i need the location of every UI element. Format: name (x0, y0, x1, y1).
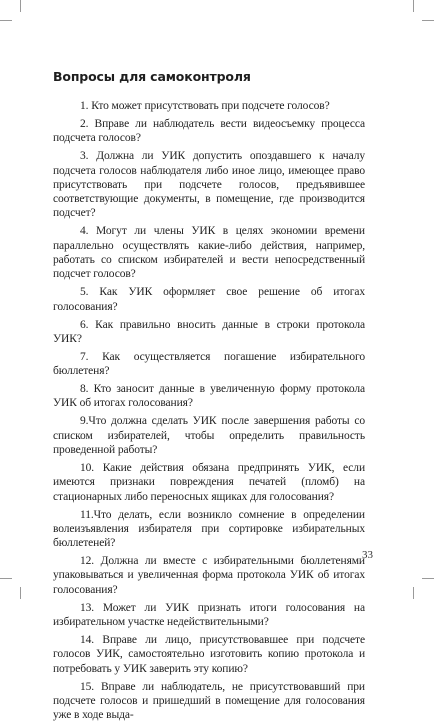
question-item: 8. Кто заносит данные в увеличенную форму протокола УИК об итогах голосования? (53, 383, 365, 410)
question-item: 6. Как правильно вносить данные в строки протокола УИК? (53, 318, 365, 345)
question-item: 15. Вправе ли наблюдатель, не присутствовавший при подсчете голосов и пришедший в помещение для голосования уже в ходе выда- (53, 680, 365, 722)
question-item: 12. Должна ли вместе с избирательными бюллетенями упаковываться и увеличенная форма протокола УИК об итогах голосования? (53, 555, 365, 596)
crop-mark (422, 20, 434, 21)
question-item: 7. Как осуществляется погашение избирательного бюллетеня? (53, 350, 365, 378)
question-item: 5. Как УИК оформляет свое решение об итогах голосования? (53, 286, 365, 313)
question-item: 14. Вправе ли лицо, присутствовавшее при подсчете голосов УИК, самостоятельно изготовить копию протокола и потребовать у УИК заверить эту копию? (53, 634, 365, 675)
crop-mark (413, 587, 414, 599)
question-item: 13. Может ли УИК признать итоги голосования на избирательном участке недействительными? (53, 601, 365, 629)
crop-mark (20, 0, 21, 12)
question-item: 3. Должна ли УИК допустить опоздавшего к началу подсчета голосов наблюдателя либо иное лицо, имеющее право присутствовать при подсчете голосов, предъявившее соответствующие документы, в помещение, где производится подсчет? (53, 150, 365, 220)
question-item: 9.Что должна сделать УИК после завершения работы со списком избирателей, чтобы определить правильность проведенной работы? (53, 415, 365, 457)
page-number: 33 (362, 549, 373, 561)
question-item: 11.Что делать, если возникло сомнение в определении волеизъявления избирателя при сортировке избирательных бюллетеней? (53, 508, 365, 550)
question-item: 10. Какие действия обязана предпринять УИК, если имеются признаки повреждения печатей (пломб) на стационарных либо переносных ящиках для голосования? (53, 462, 365, 503)
question-item: 4. Могут ли члены УИК в целях экономии времени параллельно осуществлять какие-либо действия, например, работать со списком избирателей и вести непосредственный подсчет голосов? (53, 225, 365, 281)
question-list (53, 99, 365, 726)
question-item: 2. Вправе ли наблюдатель вести видеосъемку процесса подсчета голосов? (53, 117, 365, 145)
crop-mark (422, 578, 434, 579)
crop-mark (413, 0, 414, 12)
section-heading: Вопросы для самоконтроля (53, 69, 251, 84)
crop-mark (0, 20, 12, 21)
question-item: 1. Кто может присутствовать при подсчете голосов? (80, 100, 330, 112)
crop-mark (20, 587, 21, 599)
crop-mark (0, 578, 12, 579)
